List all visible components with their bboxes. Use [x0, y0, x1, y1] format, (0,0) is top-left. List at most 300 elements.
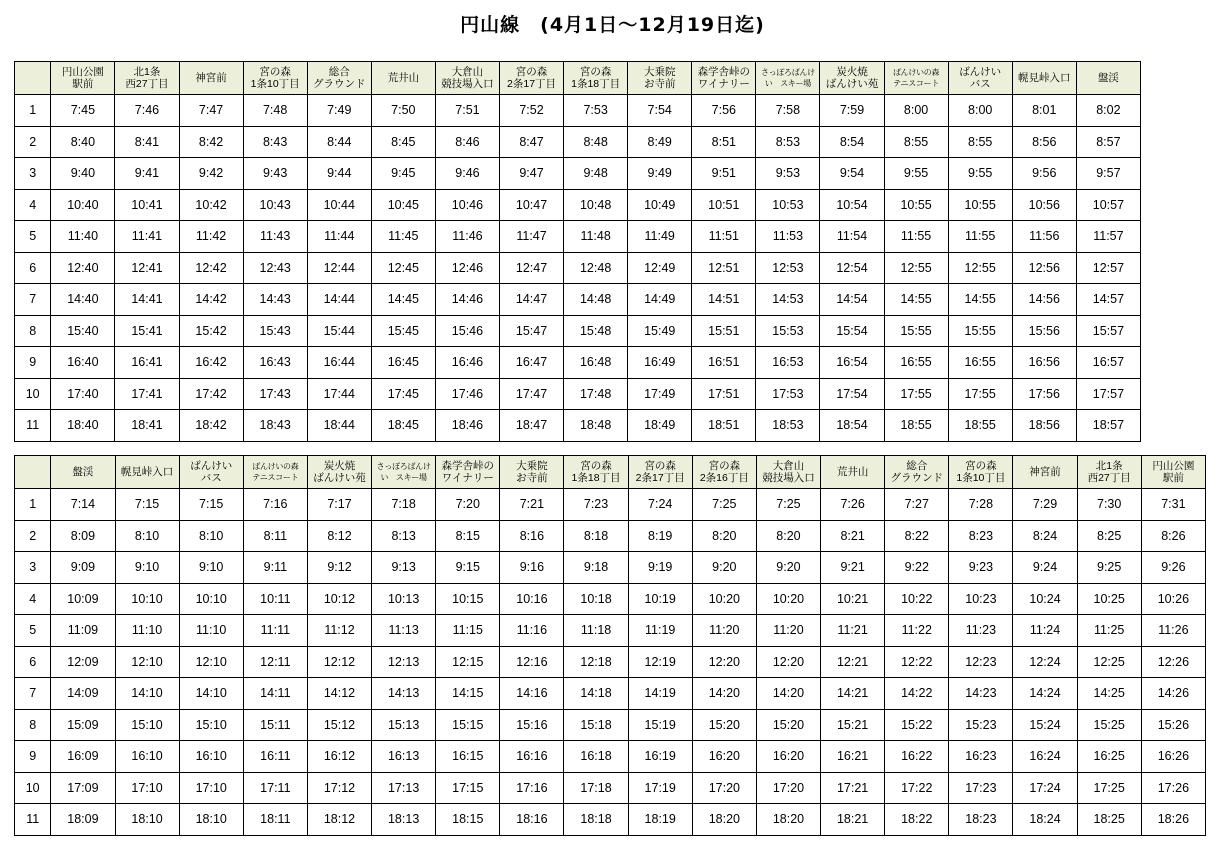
departure-time: 14:41	[115, 284, 179, 316]
departure-time: 11:12	[307, 615, 371, 647]
header-corner	[15, 62, 51, 95]
departure-time: 10:54	[820, 189, 884, 221]
departure-time: 16:45	[371, 347, 435, 379]
table-row	[15, 410, 1141, 442]
trip-number: 8	[15, 709, 51, 741]
departure-time: 14:20	[692, 678, 756, 710]
departure-time: 16:20	[692, 741, 756, 773]
departure-time: 8:10	[115, 520, 179, 552]
table-row	[15, 520, 1206, 552]
departure-time: 14:55	[948, 284, 1012, 316]
stop-header: 盤渓	[51, 456, 115, 489]
departure-time: 17:40	[51, 378, 115, 410]
header-row	[15, 62, 1141, 95]
departure-time: 8:20	[692, 520, 756, 552]
departure-time: 17:16	[500, 772, 564, 804]
departure-time: 16:10	[179, 741, 243, 773]
departure-time: 15:12	[307, 709, 371, 741]
departure-time: 18:13	[372, 804, 436, 836]
departure-time: 17:15	[436, 772, 500, 804]
departure-time: 7:18	[372, 489, 436, 521]
stop-header: 総合 グラウンド	[885, 456, 949, 489]
table-row	[15, 583, 1206, 615]
departure-time: 8:55	[948, 126, 1012, 158]
trip-number: 3	[15, 552, 51, 584]
stop-header: 大倉山 競技場入口	[756, 456, 820, 489]
departure-time: 10:55	[884, 189, 948, 221]
departure-time: 7:58	[756, 95, 820, 127]
departure-time: 7:48	[243, 95, 307, 127]
departure-time: 8:53	[756, 126, 820, 158]
departure-time: 14:55	[884, 284, 948, 316]
departure-time: 15:44	[307, 315, 371, 347]
departure-time: 12:26	[1141, 646, 1205, 678]
departure-time: 14:22	[885, 678, 949, 710]
departure-time: 12:21	[821, 646, 885, 678]
departure-time: 7:14	[51, 489, 115, 521]
departure-time: 18:56	[1012, 410, 1076, 442]
departure-time: 10:49	[628, 189, 692, 221]
stop-header: 宮の森 1条10丁目	[949, 456, 1013, 489]
departure-time: 17:20	[692, 772, 756, 804]
departure-time: 10:46	[435, 189, 499, 221]
departure-time: 15:41	[115, 315, 179, 347]
departure-time: 7:30	[1077, 489, 1141, 521]
departure-time: 17:22	[885, 772, 949, 804]
departure-time: 7:49	[307, 95, 371, 127]
departure-time: 8:26	[1141, 520, 1205, 552]
departure-time: 14:57	[1076, 284, 1140, 316]
departure-time: 9:24	[1013, 552, 1077, 584]
departure-time: 10:09	[51, 583, 115, 615]
page-title: 円山線 (4月1日～12月19日迄)	[460, 14, 765, 36]
departure-time: 7:29	[1013, 489, 1077, 521]
departure-time: 9:49	[628, 158, 692, 190]
departure-time: 14:42	[179, 284, 243, 316]
departure-time: 11:48	[564, 221, 628, 253]
departure-time: 17:10	[179, 772, 243, 804]
stop-header: 森学舎峠の ワイナリー	[436, 456, 500, 489]
departure-time: 11:46	[435, 221, 499, 253]
stop-header: 宮の森 2条17丁目	[628, 456, 692, 489]
departure-time: 9:47	[499, 158, 563, 190]
departure-time: 10:24	[1013, 583, 1077, 615]
departure-time: 18:55	[948, 410, 1012, 442]
departure-time: 18:20	[756, 804, 820, 836]
departure-time: 15:10	[115, 709, 179, 741]
departure-time: 7:28	[949, 489, 1013, 521]
departure-time: 10:55	[948, 189, 1012, 221]
trip-number: 5	[15, 615, 51, 647]
trip-number: 7	[15, 678, 51, 710]
table-row	[15, 315, 1141, 347]
departure-time: 8:54	[820, 126, 884, 158]
trip-number: 11	[15, 410, 51, 442]
trip-number: 8	[15, 315, 51, 347]
departure-time: 11:19	[628, 615, 692, 647]
departure-time: 18:54	[820, 410, 884, 442]
departure-time: 18:41	[115, 410, 179, 442]
departure-time: 7:27	[885, 489, 949, 521]
departure-time: 12:13	[372, 646, 436, 678]
departure-time: 12:12	[307, 646, 371, 678]
departure-time: 7:47	[179, 95, 243, 127]
departure-time: 10:19	[628, 583, 692, 615]
departure-time: 12:46	[435, 252, 499, 284]
table-row	[15, 489, 1206, 521]
departure-time: 8:40	[51, 126, 115, 158]
departure-time: 18:11	[243, 804, 307, 836]
departure-time: 12:56	[1012, 252, 1076, 284]
departure-time: 15:09	[51, 709, 115, 741]
departure-time: 8:43	[243, 126, 307, 158]
departure-time: 8:18	[564, 520, 628, 552]
departure-time: 9:55	[948, 158, 1012, 190]
departure-time: 14:10	[179, 678, 243, 710]
departure-time: 14:46	[435, 284, 499, 316]
departure-time: 8:42	[179, 126, 243, 158]
departure-time: 8:25	[1077, 520, 1141, 552]
departure-time: 11:57	[1076, 221, 1140, 253]
departure-time: 8:02	[1076, 95, 1140, 127]
stop-header: 宮の森 2条16丁目	[692, 456, 756, 489]
table-row	[15, 615, 1206, 647]
stop-header: 幌見峠入口	[1012, 62, 1076, 95]
departure-time: 10:47	[499, 189, 563, 221]
departure-time: 14:11	[243, 678, 307, 710]
departure-time: 11:42	[179, 221, 243, 253]
stop-header: 神宮前	[1013, 456, 1077, 489]
departure-time: 17:57	[1076, 378, 1140, 410]
stop-header: 盤渓	[1076, 62, 1140, 95]
departure-time: 12:57	[1076, 252, 1140, 284]
trip-number: 3	[15, 158, 51, 190]
stop-header: 宮の森 2条17丁目	[499, 62, 563, 95]
departure-time: 18:09	[51, 804, 115, 836]
departure-time: 14:54	[820, 284, 884, 316]
departure-time: 11:53	[756, 221, 820, 253]
departure-time: 11:55	[884, 221, 948, 253]
departure-time: 10:51	[692, 189, 756, 221]
departure-time: 17:25	[1077, 772, 1141, 804]
departure-time: 18:10	[179, 804, 243, 836]
departure-time: 8:24	[1013, 520, 1077, 552]
departure-time: 7:46	[115, 95, 179, 127]
departure-time: 12:11	[243, 646, 307, 678]
departure-time: 16:13	[372, 741, 436, 773]
departure-time: 10:10	[115, 583, 179, 615]
departure-time: 17:56	[1012, 378, 1076, 410]
departure-time: 18:10	[115, 804, 179, 836]
stop-header: 円山公園 駅前	[1141, 456, 1205, 489]
departure-time: 11:20	[692, 615, 756, 647]
table-row	[15, 284, 1141, 316]
departure-time: 15:40	[51, 315, 115, 347]
departure-time: 17:13	[372, 772, 436, 804]
departure-time: 9:20	[756, 552, 820, 584]
departure-time: 7:59	[820, 95, 884, 127]
departure-time: 8:47	[499, 126, 563, 158]
departure-time: 18:19	[628, 804, 692, 836]
departure-time: 16:19	[628, 741, 692, 773]
departure-time: 14:10	[115, 678, 179, 710]
departure-time: 7:15	[115, 489, 179, 521]
departure-time: 9:21	[821, 552, 885, 584]
departure-time: 9:25	[1077, 552, 1141, 584]
table-row	[15, 95, 1141, 127]
departure-time: 8:41	[115, 126, 179, 158]
departure-time: 16:55	[884, 347, 948, 379]
departure-time: 17:20	[756, 772, 820, 804]
departure-time: 12:15	[436, 646, 500, 678]
departure-time: 10:57	[1076, 189, 1140, 221]
departure-time: 15:21	[821, 709, 885, 741]
table-row	[15, 678, 1206, 710]
departure-time: 12:18	[564, 646, 628, 678]
departure-time: 8:22	[885, 520, 949, 552]
departure-time: 9:42	[179, 158, 243, 190]
departure-time: 11:21	[821, 615, 885, 647]
departure-time: 12:10	[115, 646, 179, 678]
trip-number: 2	[15, 520, 51, 552]
departure-time: 16:48	[564, 347, 628, 379]
table-row	[15, 709, 1206, 741]
stop-header: 北1条 西27丁目	[115, 62, 179, 95]
departure-time: 12:10	[179, 646, 243, 678]
departure-time: 14:53	[756, 284, 820, 316]
departure-time: 7:51	[435, 95, 499, 127]
departure-time: 8:56	[1012, 126, 1076, 158]
departure-time: 12:22	[885, 646, 949, 678]
departure-time: 14:20	[756, 678, 820, 710]
departure-time: 17:53	[756, 378, 820, 410]
departure-time: 11:13	[372, 615, 436, 647]
departure-time: 11:09	[51, 615, 115, 647]
table-row	[15, 646, 1206, 678]
departure-time: 18:26	[1141, 804, 1205, 836]
trip-number: 5	[15, 221, 51, 253]
table-row	[15, 347, 1141, 379]
departure-time: 14:45	[371, 284, 435, 316]
departure-time: 15:20	[756, 709, 820, 741]
departure-time: 16:15	[436, 741, 500, 773]
trip-number: 10	[15, 378, 51, 410]
stop-header: ばんけいの森 テニスコート	[884, 62, 948, 95]
departure-time: 12:16	[500, 646, 564, 678]
departure-time: 9:16	[500, 552, 564, 584]
departure-time: 8:01	[1012, 95, 1076, 127]
departure-time: 18:42	[179, 410, 243, 442]
departure-time: 14:23	[949, 678, 1013, 710]
departure-time: 18:48	[564, 410, 628, 442]
departure-time: 10:56	[1012, 189, 1076, 221]
departure-time: 10:20	[756, 583, 820, 615]
departure-time: 7:31	[1141, 489, 1205, 521]
departure-time: 12:45	[371, 252, 435, 284]
departure-time: 15:45	[371, 315, 435, 347]
departure-time: 12:09	[51, 646, 115, 678]
departure-time: 12:49	[628, 252, 692, 284]
departure-time: 10:41	[115, 189, 179, 221]
departure-time: 16:56	[1012, 347, 1076, 379]
departure-time: 17:49	[628, 378, 692, 410]
departure-time: 12:20	[692, 646, 756, 678]
departure-time: 7:25	[692, 489, 756, 521]
departure-time: 15:55	[948, 315, 1012, 347]
departure-time: 18:40	[51, 410, 115, 442]
departure-time: 17:19	[628, 772, 692, 804]
departure-time: 17:46	[435, 378, 499, 410]
stop-header: 炭火焼 ばんけい苑	[820, 62, 884, 95]
departure-time: 7:50	[371, 95, 435, 127]
departure-time: 15:24	[1013, 709, 1077, 741]
departure-time: 7:26	[821, 489, 885, 521]
departure-time: 15:23	[949, 709, 1013, 741]
departure-time: 14:56	[1012, 284, 1076, 316]
departure-time: 17:43	[243, 378, 307, 410]
departure-time: 16:43	[243, 347, 307, 379]
departure-time: 10:11	[243, 583, 307, 615]
departure-time: 12:23	[949, 646, 1013, 678]
departure-time: 7:24	[628, 489, 692, 521]
departure-time: 9:48	[564, 158, 628, 190]
departure-time: 8:48	[564, 126, 628, 158]
departure-time: 15:46	[435, 315, 499, 347]
departure-time: 11:54	[820, 221, 884, 253]
departure-time: 7:20	[436, 489, 500, 521]
departure-time: 9:13	[372, 552, 436, 584]
departure-time: 18:25	[1077, 804, 1141, 836]
table-row	[15, 552, 1206, 584]
departure-time: 12:44	[307, 252, 371, 284]
departure-time: 16:11	[243, 741, 307, 773]
departure-time: 9:56	[1012, 158, 1076, 190]
departure-time: 9:55	[884, 158, 948, 190]
departure-time: 9:51	[692, 158, 756, 190]
departure-time: 12:20	[756, 646, 820, 678]
departure-time: 16:23	[949, 741, 1013, 773]
departure-time: 11:24	[1013, 615, 1077, 647]
trip-number: 6	[15, 252, 51, 284]
departure-time: 7:17	[307, 489, 371, 521]
departure-time: 15:19	[628, 709, 692, 741]
departure-time: 9:22	[885, 552, 949, 584]
departure-time: 8:45	[371, 126, 435, 158]
departure-time: 9:53	[756, 158, 820, 190]
departure-time: 12:43	[243, 252, 307, 284]
departure-time: 12:53	[756, 252, 820, 284]
departure-time: 11:56	[1012, 221, 1076, 253]
departure-time: 16:12	[307, 741, 371, 773]
departure-time: 17:48	[564, 378, 628, 410]
departure-time: 16:09	[51, 741, 115, 773]
departure-time: 15:49	[628, 315, 692, 347]
departure-time: 14:21	[821, 678, 885, 710]
departure-time: 11:26	[1141, 615, 1205, 647]
trip-number: 9	[15, 741, 51, 773]
departure-time: 18:46	[435, 410, 499, 442]
departure-time: 12:51	[692, 252, 756, 284]
departure-time: 12:47	[499, 252, 563, 284]
departure-time: 11:44	[307, 221, 371, 253]
stop-header: 炭火焼 ばんけい苑	[307, 456, 371, 489]
departure-time: 9:43	[243, 158, 307, 190]
departure-time: 10:13	[372, 583, 436, 615]
table-row	[15, 741, 1206, 773]
departure-time: 11:10	[179, 615, 243, 647]
departure-time: 8:10	[179, 520, 243, 552]
departure-time: 16:25	[1077, 741, 1141, 773]
departure-time: 18:16	[500, 804, 564, 836]
departure-time: 7:54	[628, 95, 692, 127]
departure-time: 10:45	[371, 189, 435, 221]
departure-time: 17:24	[1013, 772, 1077, 804]
departure-time: 18:53	[756, 410, 820, 442]
departure-time: 12:19	[628, 646, 692, 678]
departure-time: 16:26	[1141, 741, 1205, 773]
departure-time: 9:19	[628, 552, 692, 584]
departure-time: 9:54	[820, 158, 884, 190]
trip-number: 2	[15, 126, 51, 158]
departure-time: 8:09	[51, 520, 115, 552]
departure-time: 16:46	[435, 347, 499, 379]
departure-time: 14:47	[499, 284, 563, 316]
departure-time: 14:43	[243, 284, 307, 316]
departure-time: 14:15	[436, 678, 500, 710]
departure-time: 14:24	[1013, 678, 1077, 710]
stop-header: 宮の森 1条18丁目	[564, 62, 628, 95]
trip-number: 1	[15, 489, 51, 521]
departure-time: 9:40	[51, 158, 115, 190]
departure-time: 11:43	[243, 221, 307, 253]
departure-time: 16:44	[307, 347, 371, 379]
departure-time: 8:51	[692, 126, 756, 158]
departure-time: 16:20	[756, 741, 820, 773]
timetable-outbound	[14, 61, 1141, 442]
departure-time: 17:18	[564, 772, 628, 804]
departure-time: 7:56	[692, 95, 756, 127]
departure-time: 9:44	[307, 158, 371, 190]
departure-time: 8:55	[884, 126, 948, 158]
departure-time: 17:41	[115, 378, 179, 410]
departure-time: 15:11	[243, 709, 307, 741]
departure-time: 16:42	[179, 347, 243, 379]
departure-time: 9:20	[692, 552, 756, 584]
departure-time: 17:54	[820, 378, 884, 410]
departure-time: 10:15	[436, 583, 500, 615]
departure-time: 11:23	[949, 615, 1013, 647]
departure-time: 14:25	[1077, 678, 1141, 710]
departure-time: 12:25	[1077, 646, 1141, 678]
departure-time: 15:57	[1076, 315, 1140, 347]
departure-time: 14:19	[628, 678, 692, 710]
departure-time: 12:55	[884, 252, 948, 284]
table-row	[15, 126, 1141, 158]
departure-time: 11:55	[948, 221, 1012, 253]
departure-time: 16:40	[51, 347, 115, 379]
departure-time: 8:49	[628, 126, 692, 158]
departure-time: 17:55	[884, 378, 948, 410]
trip-number: 4	[15, 583, 51, 615]
departure-time: 17:12	[307, 772, 371, 804]
departure-time: 18:22	[885, 804, 949, 836]
table-row	[15, 252, 1141, 284]
stop-header: さっぽろばんけ い スキー場	[372, 456, 436, 489]
departure-time: 10:22	[885, 583, 949, 615]
departure-time: 15:16	[500, 709, 564, 741]
trip-number: 7	[15, 284, 51, 316]
departure-time: 9:26	[1141, 552, 1205, 584]
